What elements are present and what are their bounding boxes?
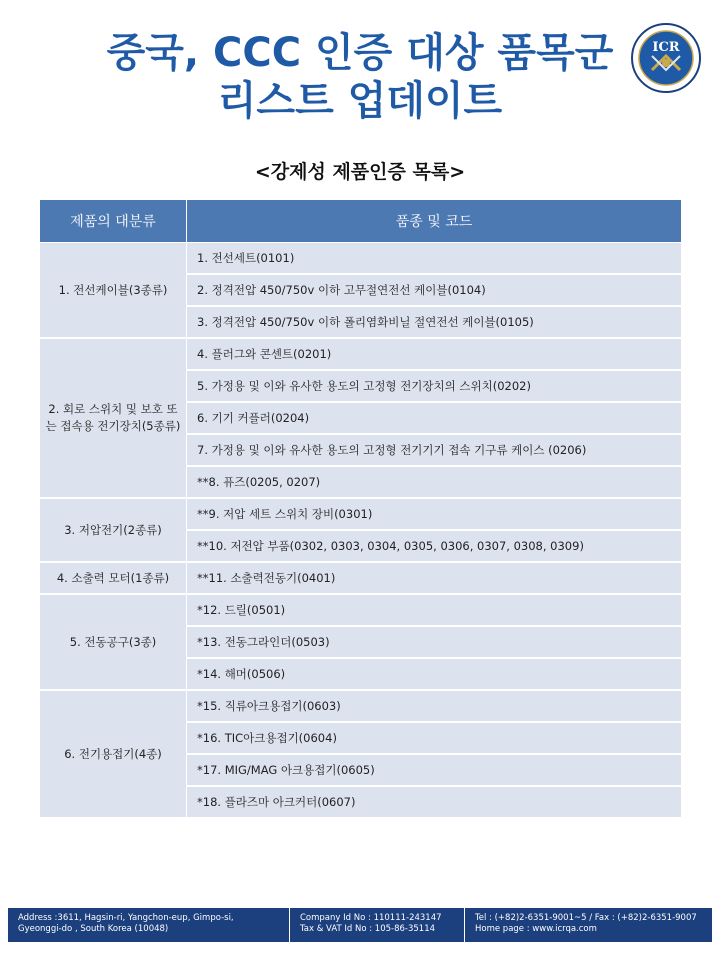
item-cell: 2. 정격전압 450/750v 이하 고무절연전선 케이블(0104) bbox=[187, 275, 682, 307]
item-cell: 7. 가정용 및 이와 유사한 용도의 고정형 전기기기 접속 기구류 케이스 (0206) bbox=[187, 435, 682, 467]
logo-text: ICR bbox=[652, 40, 680, 55]
category-cell: 1. 전선케이블(3종류) bbox=[40, 243, 187, 339]
item-cell: *13. 전동그라인더(0503) bbox=[187, 627, 682, 659]
table-row bbox=[40, 691, 682, 723]
item-cell: *15. 직류아크용접기(0603) bbox=[187, 691, 682, 723]
item-cell: *14. 해머(0506) bbox=[187, 659, 682, 691]
item-cell: *16. TIC아크용접기(0604) bbox=[187, 723, 682, 755]
category-cell: 3. 저압전기(2종류) bbox=[40, 499, 187, 563]
category-cell: 4. 소출력 모터(1종류) bbox=[40, 563, 187, 595]
footer-contact bbox=[465, 908, 712, 942]
category-cell: 6. 전기용접기(4종) bbox=[40, 691, 187, 819]
item-cell: **8. 퓨즈(0205, 0207) bbox=[187, 467, 682, 499]
company-line-2: Tax & VAT Id No : 105-86-35114 bbox=[300, 924, 436, 934]
footer bbox=[8, 908, 712, 942]
table-row bbox=[40, 595, 682, 627]
table-row bbox=[40, 563, 682, 595]
item-cell: **9. 저압 세트 스위치 장비(0301) bbox=[187, 499, 682, 531]
category-cell: 5. 전동공구(3종) bbox=[40, 595, 187, 691]
item-cell: 3. 정격전압 450/750v 이하 폴리염화비닐 절연전선 케이블(0105) bbox=[187, 307, 682, 339]
contact-line-1: Tel : (+82)2-6351-9001~5 / Fax : (+82)2-6351-9007 bbox=[475, 913, 697, 923]
table-subtitle: <강제성 제품인증 목록> bbox=[254, 161, 466, 183]
address-line-2: Gyeonggi-do , South Korea (10048) bbox=[18, 924, 169, 934]
header-item-code: 품종 및 코드 bbox=[187, 200, 682, 243]
table-row bbox=[40, 499, 682, 531]
item-cell: *12. 드릴(0501) bbox=[187, 595, 682, 627]
table-row bbox=[40, 243, 682, 275]
footer-company bbox=[290, 908, 465, 942]
item-cell: 1. 전선세트(0101) bbox=[187, 243, 682, 275]
table-body bbox=[40, 243, 682, 819]
footer-address bbox=[8, 908, 290, 942]
ccc-product-table bbox=[40, 200, 682, 819]
header-category: 제품의 대분류 bbox=[40, 200, 187, 243]
icr-seal-logo-icon bbox=[630, 22, 702, 94]
address-line-1: Address :3611, Hagsin-ri, Yangchon-eup, Gimpo-si, bbox=[18, 913, 234, 923]
page-title-line-2: 리스트 업데이트 bbox=[217, 78, 503, 124]
category-cell: 2. 회로 스위치 및 보호 또는 접속용 전기장치(5종류) bbox=[40, 339, 187, 499]
item-cell: **11. 소출력전동기(0401) bbox=[187, 563, 682, 595]
table-row bbox=[40, 339, 682, 371]
item-cell: *17. MIG/MAG 아크용접기(0605) bbox=[187, 755, 682, 787]
page-title-line-1: 중국, CCC 인증 대상 품목군 bbox=[106, 30, 614, 76]
item-cell: 6. 기기 커플러(0204) bbox=[187, 403, 682, 435]
contact-line-2: Home page : www.icrqa.com bbox=[475, 924, 597, 934]
item-cell: *18. 플라즈마 아크커터(0607) bbox=[187, 787, 682, 819]
item-cell: 5. 가정용 및 이와 유사한 용도의 고정형 전기장치의 스위치(0202) bbox=[187, 371, 682, 403]
item-cell: 4. 플러그와 콘센트(0201) bbox=[187, 339, 682, 371]
company-line-1: Company Id No : 110111-243147 bbox=[300, 913, 442, 923]
item-cell: **10. 저전압 부품(0302, 0303, 0304, 0305, 0306, 0307, 0308, 0309) bbox=[187, 531, 682, 563]
